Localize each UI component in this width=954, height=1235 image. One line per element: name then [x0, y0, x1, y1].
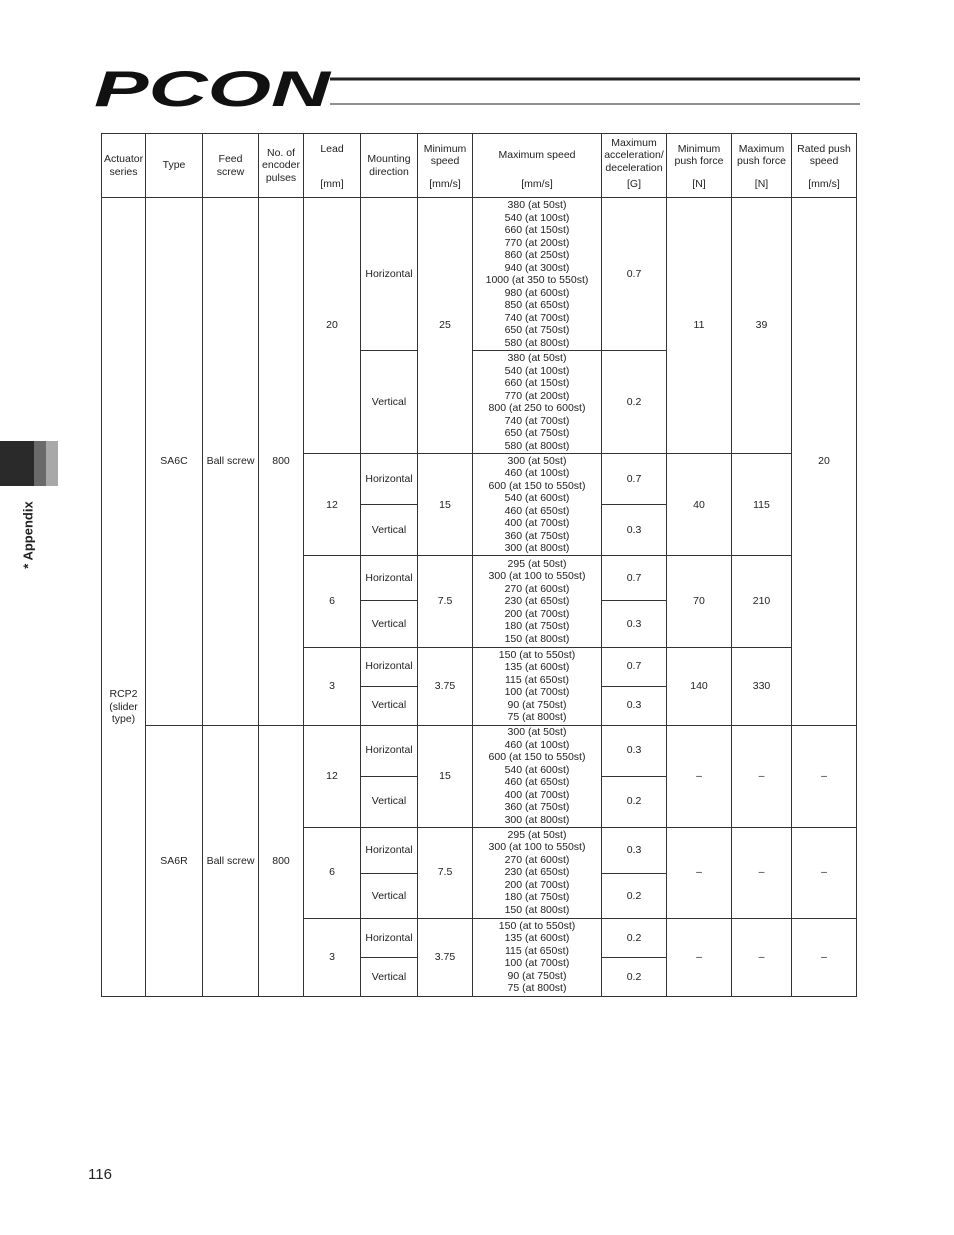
mount-cell: Horizontal	[361, 647, 418, 686]
max-speed-line: 770 (at 200st)	[504, 236, 570, 249]
min-speed-cell: 7.5	[418, 556, 473, 647]
max-speed-line: 180 (at 750st)	[504, 891, 570, 904]
header-row	[102, 134, 857, 198]
max-speed-line: 380 (at 50st)	[507, 352, 567, 365]
lead-cell: 6	[304, 556, 361, 647]
feed-cell: Ball screw	[203, 198, 259, 726]
col-header-rated: Rated push speed [mm/s]	[792, 134, 857, 198]
mount-cell: Vertical	[361, 601, 418, 647]
max-speed-line: 380 (at 50st)	[507, 199, 567, 212]
table-row	[102, 198, 857, 351]
max-speed-cell	[473, 725, 602, 827]
max-speed-line: 200 (at 700st)	[504, 878, 570, 891]
col-header-type: Type	[146, 134, 203, 198]
lead-cell: 6	[304, 827, 361, 918]
max-speed-cell	[473, 647, 602, 725]
mount-cell: Horizontal	[361, 454, 418, 505]
max-speed-line: 540 (at 100st)	[504, 364, 570, 377]
feed-cell: Ball screw	[203, 725, 259, 996]
max-speed-line: 300 (at 800st)	[504, 813, 570, 826]
lead-cell: 3	[304, 918, 361, 996]
max-push-cell: 330	[732, 647, 792, 725]
max-push-cell: –	[732, 918, 792, 996]
max-speed-line: 300 (at 50st)	[507, 454, 567, 467]
max-speed-line: 460 (at 100st)	[504, 738, 570, 751]
col-header-mount: Mounting direction	[361, 134, 418, 198]
table-row	[102, 725, 857, 776]
max-speed-line: 460 (at 650st)	[504, 776, 570, 789]
min-push-cell: –	[667, 918, 732, 996]
rated-push-cell: –	[792, 725, 857, 827]
max-speed-line: 75 (at 800st)	[507, 982, 567, 995]
min-speed-cell: 15	[418, 454, 473, 556]
max-speed-line: 295 (at 50st)	[507, 828, 567, 841]
col-header-minspeed: Minimum speed [mm/s]	[418, 134, 473, 198]
max-speed-cell	[473, 351, 602, 454]
max-speed-line: 135 (at 600st)	[504, 932, 570, 945]
max-speed-line: 150 (at to 550st)	[498, 919, 576, 932]
min-speed-cell: 3.75	[418, 918, 473, 996]
series-cell: RCP2 (slider type)	[102, 198, 146, 997]
accel-cell: 0.3	[602, 505, 667, 556]
max-speed-line: 295 (at 50st)	[507, 557, 567, 570]
type-cell: SA6C	[146, 198, 203, 726]
max-speed-line: 90 (at 750st)	[507, 969, 567, 982]
pcon-logo	[94, 64, 334, 112]
col-header-accel: Maximum acceleration/ deceleration [G]	[602, 134, 667, 198]
col-header-minpush: Minimum push force [N]	[667, 134, 732, 198]
min-push-cell: –	[667, 827, 732, 918]
max-speed-line: 540 (at 600st)	[504, 763, 570, 776]
mount-cell: Vertical	[361, 776, 418, 827]
max-speed-line: 540 (at 600st)	[504, 492, 570, 505]
accel-cell: 0.7	[602, 198, 667, 351]
max-speed-line: 600 (at 150 to 550st)	[488, 479, 586, 492]
max-push-cell: –	[732, 725, 792, 827]
max-speed-cell	[473, 556, 602, 647]
max-speed-line: 850 (at 650st)	[504, 299, 570, 312]
accel-cell: 0.2	[602, 776, 667, 827]
accel-cell: 0.2	[602, 351, 667, 454]
max-speed-line: 115 (at 650st)	[504, 673, 569, 686]
specification-table	[101, 133, 857, 997]
rated-push-cell: –	[792, 827, 857, 918]
max-speed-cell	[473, 827, 602, 918]
accel-cell: 0.2	[602, 918, 667, 957]
max-speed-line: 270 (at 600st)	[504, 853, 570, 866]
accel-cell: 0.2	[602, 873, 667, 918]
max-speed-cell	[473, 918, 602, 996]
max-speed-line: 270 (at 600st)	[504, 582, 570, 595]
max-speed-line: 580 (at 800st)	[504, 439, 570, 452]
max-speed-cell	[473, 198, 602, 351]
max-speed-line: 660 (at 150st)	[504, 377, 570, 390]
pcon-logo-text: PCON	[94, 64, 332, 112]
min-push-cell: 40	[667, 454, 732, 556]
max-speed-line: 300 (at 100 to 550st)	[488, 570, 586, 583]
col-header-lead: Lead [mm]	[304, 134, 361, 198]
max-speed-line: 100 (at 700st)	[504, 957, 570, 970]
max-speed-line: 980 (at 600st)	[504, 286, 570, 299]
max-speed-line: 135 (at 600st)	[504, 661, 570, 674]
col-header-series: Actuator series	[102, 134, 146, 198]
max-speed-line: 300 (at 50st)	[507, 726, 567, 739]
max-speed-line: 540 (at 100st)	[504, 211, 570, 224]
accel-cell: 0.7	[602, 647, 667, 686]
min-push-cell: 11	[667, 198, 732, 454]
max-speed-line: 600 (at 150 to 550st)	[488, 751, 586, 764]
accel-cell: 0.7	[602, 454, 667, 505]
max-push-cell: 39	[732, 198, 792, 454]
max-speed-line: 180 (at 750st)	[504, 620, 570, 633]
max-speed-line: 90 (at 750st)	[507, 698, 567, 711]
max-push-cell: 115	[732, 454, 792, 556]
max-speed-line: 800 (at 250 to 600st)	[488, 402, 586, 415]
lead-cell: 12	[304, 454, 361, 556]
max-speed-cell	[473, 454, 602, 556]
mount-cell: Horizontal	[361, 827, 418, 873]
min-push-cell: 70	[667, 556, 732, 647]
mount-cell: Vertical	[361, 505, 418, 556]
min-push-cell: 140	[667, 647, 732, 725]
col-header-feed: Feed screw	[203, 134, 259, 198]
pulses-cell: 800	[259, 725, 304, 996]
max-speed-line: 230 (at 650st)	[504, 866, 570, 879]
max-speed-line: 740 (at 700st)	[504, 414, 570, 427]
mount-cell: Horizontal	[361, 725, 418, 776]
max-speed-line: 360 (at 750st)	[504, 801, 570, 814]
mount-cell: Vertical	[361, 957, 418, 996]
col-header-pulses: No. of encoder pulses	[259, 134, 304, 198]
lead-cell: 3	[304, 647, 361, 725]
max-speed-line: 100 (at 700st)	[504, 686, 570, 699]
max-speed-line: 75 (at 800st)	[507, 711, 567, 724]
section-tab	[0, 441, 58, 486]
max-speed-line: 660 (at 150st)	[504, 224, 570, 237]
max-speed-line: 650 (at 750st)	[504, 427, 570, 440]
max-speed-line: 650 (at 750st)	[504, 324, 570, 337]
type-cell: SA6R	[146, 725, 203, 996]
rated-push-cell: –	[792, 918, 857, 996]
max-push-cell: –	[732, 827, 792, 918]
max-speed-line: 115 (at 650st)	[504, 944, 569, 957]
max-speed-line: 360 (at 750st)	[504, 529, 570, 542]
max-speed-line: 940 (at 300st)	[504, 261, 570, 274]
lead-cell: 20	[304, 198, 361, 454]
max-speed-line: 200 (at 700st)	[504, 607, 570, 620]
max-speed-line: 460 (at 650st)	[504, 504, 570, 517]
col-header-maxpush: Maximum push force [N]	[732, 134, 792, 198]
max-speed-line: 150 (at 800st)	[504, 632, 570, 645]
accel-cell: 0.3	[602, 827, 667, 873]
max-speed-line: 400 (at 700st)	[504, 517, 570, 530]
min-speed-cell: 15	[418, 725, 473, 827]
max-speed-line: 740 (at 700st)	[504, 311, 570, 324]
max-speed-line: 860 (at 250st)	[504, 249, 570, 262]
max-speed-line: 400 (at 700st)	[504, 788, 570, 801]
max-speed-line: 580 (at 800st)	[504, 336, 570, 349]
accel-cell: 0.3	[602, 686, 667, 725]
max-speed-line: 150 (at to 550st)	[498, 648, 576, 661]
min-speed-cell: 7.5	[418, 827, 473, 918]
mount-cell: Vertical	[361, 351, 418, 454]
accel-cell: 0.2	[602, 957, 667, 996]
max-speed-line: 300 (at 100 to 550st)	[488, 841, 586, 854]
max-speed-line: 230 (at 650st)	[504, 595, 570, 608]
max-push-cell: 210	[732, 556, 792, 647]
min-speed-cell: 3.75	[418, 647, 473, 725]
page-number: 116	[88, 1166, 112, 1183]
mount-cell: Horizontal	[361, 918, 418, 957]
accel-cell: 0.3	[602, 601, 667, 647]
lead-cell: 12	[304, 725, 361, 827]
mount-cell: Horizontal	[361, 198, 418, 351]
max-speed-line: 300 (at 800st)	[504, 542, 570, 555]
col-header-maxspeed: Maximum speed [mm/s]	[473, 134, 602, 198]
max-speed-line: 770 (at 200st)	[504, 389, 570, 402]
header-rule	[330, 76, 860, 108]
pulses-cell: 800	[259, 198, 304, 726]
rated-push-cell: 20	[792, 198, 857, 726]
max-speed-line: 150 (at 800st)	[504, 903, 570, 916]
mount-cell: Vertical	[361, 686, 418, 725]
mount-cell: Vertical	[361, 873, 418, 918]
min-speed-cell: 25	[418, 198, 473, 454]
max-speed-line: 1000 (at 350 to 550st)	[485, 274, 589, 287]
max-speed-line: 460 (at 100st)	[504, 467, 570, 480]
mount-cell: Horizontal	[361, 556, 418, 601]
accel-cell: 0.7	[602, 556, 667, 601]
accel-cell: 0.3	[602, 725, 667, 776]
section-label: * Appendix	[20, 501, 36, 569]
min-push-cell: –	[667, 725, 732, 827]
